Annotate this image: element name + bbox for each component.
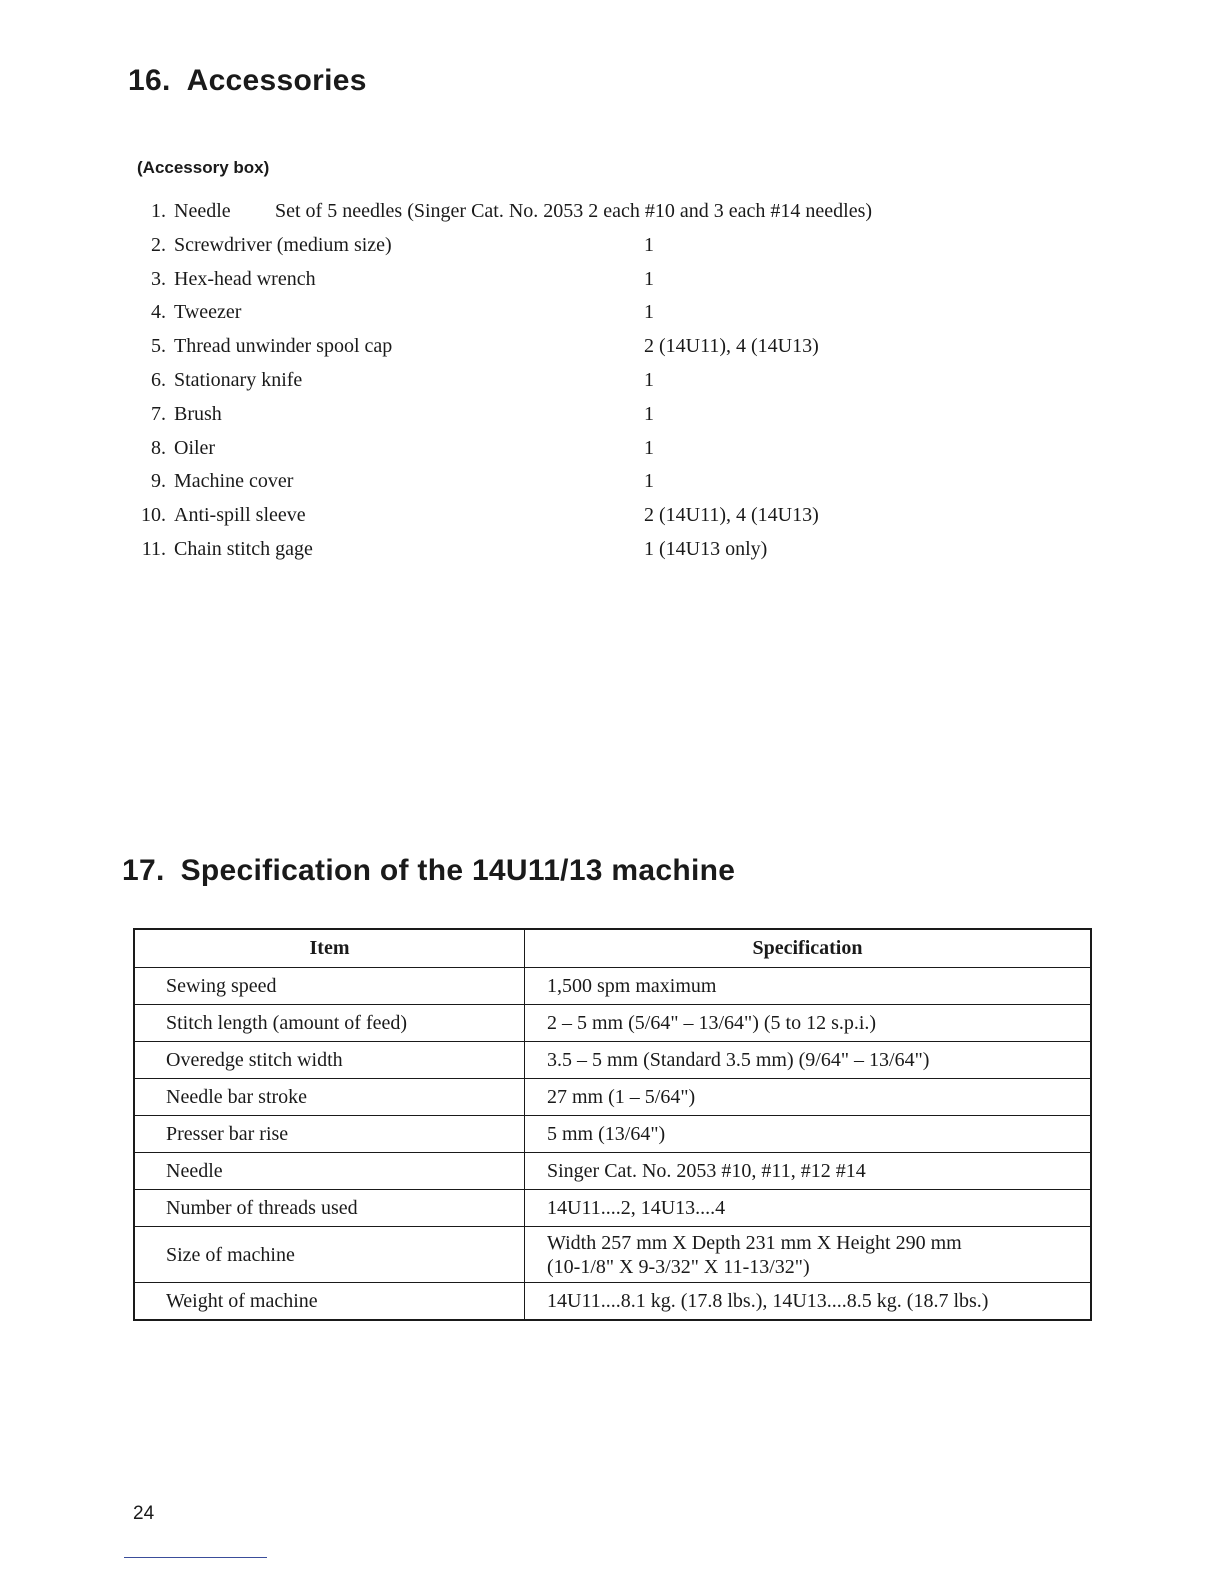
accessory-name: Chain stitch gage — [174, 537, 313, 560]
accessory-quantity: 1 — [644, 368, 654, 391]
accessory-number: 4. — [151, 301, 166, 324]
spec-item-cell: Sewing speed — [134, 968, 525, 1005]
table-header-row — [134, 929, 1091, 968]
column-header-item: Item — [134, 929, 525, 968]
spec-value-cell: 14U11....2, 14U13....4 — [525, 1190, 1092, 1227]
accessory-number: 3. — [151, 267, 166, 290]
section-16-number: 16. — [128, 64, 171, 97]
accessory-number: 1. — [151, 200, 166, 222]
section-16-title — [128, 64, 367, 98]
accessory-number: 6. — [151, 368, 166, 391]
accessory-quantity: 1 (14U13 only) — [644, 537, 768, 560]
accessory-quantity: 1 — [644, 233, 654, 256]
footer-rule — [124, 1557, 267, 1558]
accessory-item — [0, 432, 1224, 466]
accessory-name: Brush — [174, 402, 222, 425]
accessory-item — [0, 398, 1224, 432]
accessory-name: Stationary knife — [174, 368, 303, 391]
spec-item-cell: Needle — [134, 1153, 525, 1190]
table-row — [134, 1116, 1091, 1153]
accessory-list — [0, 195, 1224, 567]
accessory-description: Set of 5 needles (Singer Cat. No. 2053 2 each #10 and 3 each #14 needles) — [275, 200, 873, 222]
section-17-number: 17. — [122, 854, 165, 887]
accessory-quantity: 1 — [644, 436, 654, 459]
spec-value-cell: 2 – 5 mm (5/64" – 13/64") (5 to 12 s.p.i.) — [525, 1005, 1092, 1042]
table-row — [134, 1283, 1091, 1321]
accessory-name: Screwdriver (medium size) — [174, 233, 392, 256]
spec-value-cell: 5 mm (13/64") — [525, 1116, 1092, 1153]
accessory-name: Thread unwinder spool cap — [174, 335, 393, 358]
accessory-item — [0, 229, 1224, 263]
accessory-name: Machine cover — [174, 470, 294, 493]
accessory-quantity: 1 — [644, 267, 654, 290]
spec-item-cell: Size of machine — [134, 1227, 525, 1283]
table-row — [134, 1153, 1091, 1190]
table-row — [134, 1079, 1091, 1116]
accessory-quantity: 1 — [644, 301, 654, 324]
spec-item-cell: Overedge stitch width — [134, 1042, 525, 1079]
accessory-number: 7. — [151, 402, 166, 425]
accessory-name: Tweezer — [174, 301, 242, 324]
spec-value-cell: Singer Cat. No. 2053 #10, #11, #12 #14 — [525, 1153, 1092, 1190]
page-number: 24 — [133, 1503, 155, 1524]
accessory-item — [0, 263, 1224, 297]
column-header-specification: Specification — [525, 929, 1092, 968]
accessory-item — [0, 533, 1224, 567]
spec-value-cell — [525, 1227, 1092, 1283]
spec-item-cell: Needle bar stroke — [134, 1079, 525, 1116]
spec-value-cell: 14U11....8.1 kg. (17.8 lbs.), 14U13....8.5 kg. (18.7 lbs.) — [525, 1283, 1092, 1321]
accessory-item — [0, 195, 1224, 229]
spec-item-cell: Stitch length (amount of feed) — [134, 1005, 525, 1042]
accessory-name: Needle — [174, 200, 231, 222]
spec-value-cell: 27 mm (1 – 5/64") — [525, 1079, 1092, 1116]
accessory-number: 5. — [151, 335, 166, 358]
accessory-item — [0, 465, 1224, 499]
accessory-number: 2. — [151, 233, 166, 256]
accessory-quantity: 2 (14U11), 4 (14U13) — [644, 335, 819, 358]
accessory-number: 11. — [141, 537, 166, 560]
accessory-number: 10. — [141, 504, 166, 527]
section-16-title-text: Accessories — [186, 64, 367, 97]
table-row — [134, 1042, 1091, 1079]
specification-table — [133, 928, 1092, 1321]
accessory-item — [0, 330, 1224, 364]
table-row — [134, 1190, 1091, 1227]
spec-item-cell: Presser bar rise — [134, 1116, 525, 1153]
section-17-title — [122, 854, 735, 888]
accessory-name: Anti-spill sleeve — [174, 504, 306, 527]
spec-item-cell: Number of threads used — [134, 1190, 525, 1227]
spec-item-cell: Weight of machine — [134, 1283, 525, 1321]
accessory-quantity: 1 — [644, 402, 654, 425]
accessory-item — [0, 296, 1224, 330]
table-row — [134, 968, 1091, 1005]
accessory-name: Hex-head wrench — [174, 267, 316, 290]
accessory-number: 8. — [151, 436, 166, 459]
accessory-item — [0, 364, 1224, 398]
table-row — [134, 1227, 1091, 1283]
accessory-name: Oiler — [174, 436, 216, 459]
accessory-box-label: (Accessory box) — [137, 158, 270, 177]
accessory-item — [0, 499, 1224, 533]
spec-value-line: Width 257 mm X Depth 231 mm X Height 290 mm — [547, 1231, 962, 1254]
spec-value-cell: 1,500 spm maximum — [525, 968, 1092, 1005]
section-17-title-text: Specification of the 14U11/13 machine — [180, 854, 736, 887]
accessory-quantity: 1 — [644, 470, 654, 493]
table-row — [134, 1005, 1091, 1042]
accessory-number: 9. — [151, 470, 166, 493]
spec-value-line: (10-1/8" X 9-3/32" X 11-13/32") — [547, 1255, 810, 1278]
accessory-quantity: 2 (14U11), 4 (14U13) — [644, 504, 819, 527]
spec-value-cell: 3.5 – 5 mm (Standard 3.5 mm) (9/64" – 13/64") — [525, 1042, 1092, 1079]
